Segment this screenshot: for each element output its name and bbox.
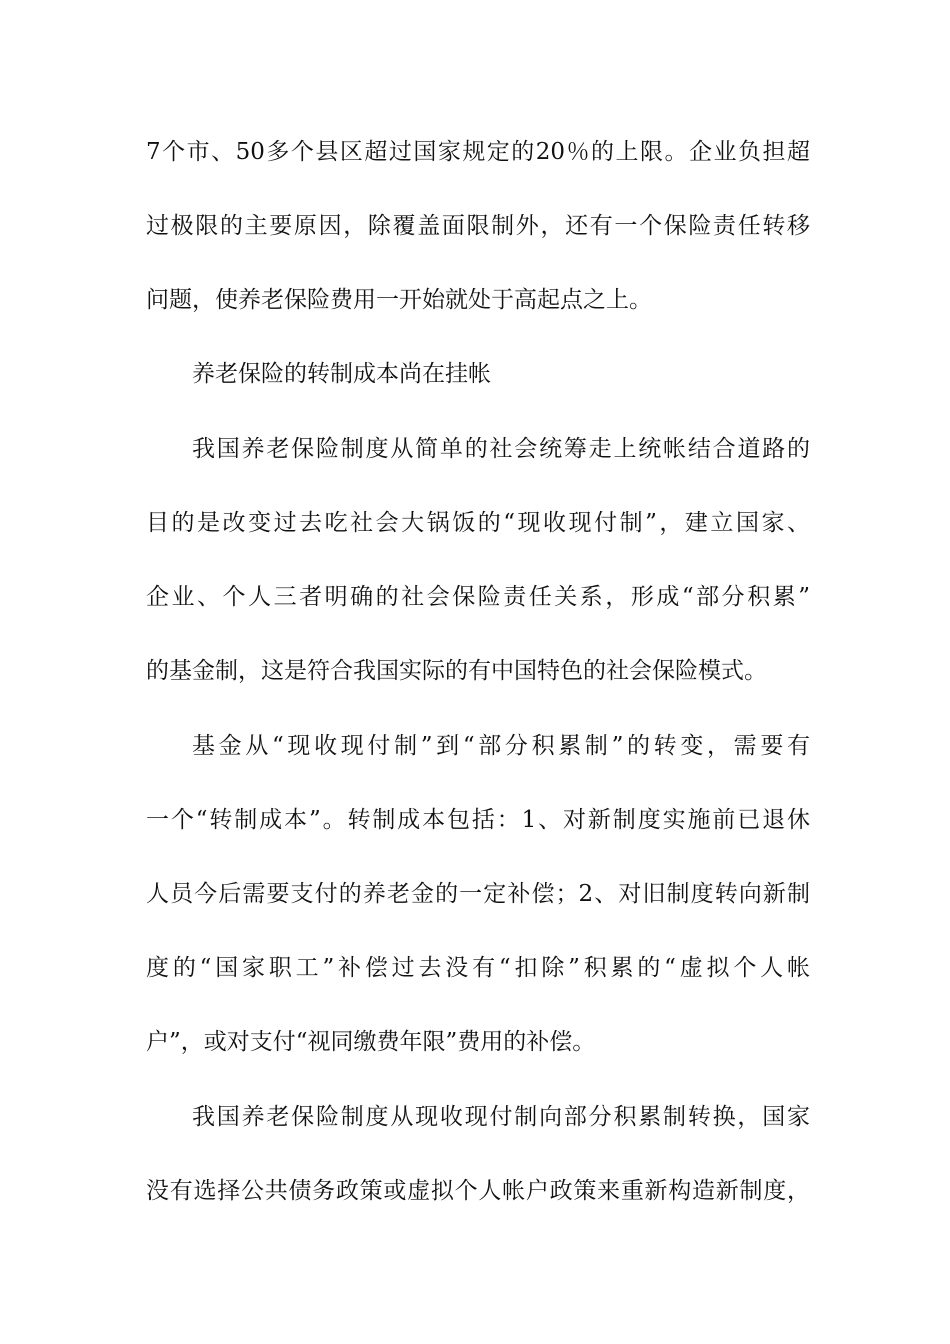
paragraph-line: 基金从“现收现付制”到“部分积累制”的转变，需要有 [192, 733, 810, 759]
paragraph-line: 一个“转制成本”。转制成本包括：1、对新制度实施前已退休 [146, 807, 810, 833]
paragraph-line: 目的是改变过去吃社会大锅饭的“现收现付制”，建立国家、 [146, 510, 810, 536]
paragraph-line: 问题，使养老保险费用一开始就处于高起点之上。 [146, 287, 652, 313]
paragraph-line: 我国养老保险制度从现收现付制向部分积累制转换，国家 [192, 1104, 810, 1130]
paragraph-line: 7个市、50多个县区超过国家规定的20％的上限。企业负担超 [146, 139, 810, 165]
paragraph-line: 度的“国家职工”补偿过去没有“扣除”积累的“虚拟个人帐 [146, 955, 810, 981]
paragraph-line: 人员今后需要支付的养老金的一定补偿；2、对旧制度转向新制 [146, 881, 810, 907]
paragraph-line: 的基金制，这是符合我国实际的有中国特色的社会保险模式。 [146, 658, 767, 684]
section-heading: 养老保险的转制成本尚在挂帐 [192, 361, 491, 387]
paragraph-line: 户”，或对支付“视同缴费年限”费用的补偿。 [146, 1029, 596, 1055]
paragraph-line: 没有选择公共债务政策或虚拟个人帐户政策来重新构造新制度， [146, 1178, 810, 1204]
paragraph-line: 我国养老保险制度从简单的社会统筹走上统帐结合道路的 [192, 436, 810, 462]
paragraph-line: 企业、个人三者明确的社会保险责任关系，形成“部分积累” [146, 584, 810, 610]
paragraph-line: 过极限的主要原因，除覆盖面限制外，还有一个保险责任转移 [146, 213, 810, 239]
